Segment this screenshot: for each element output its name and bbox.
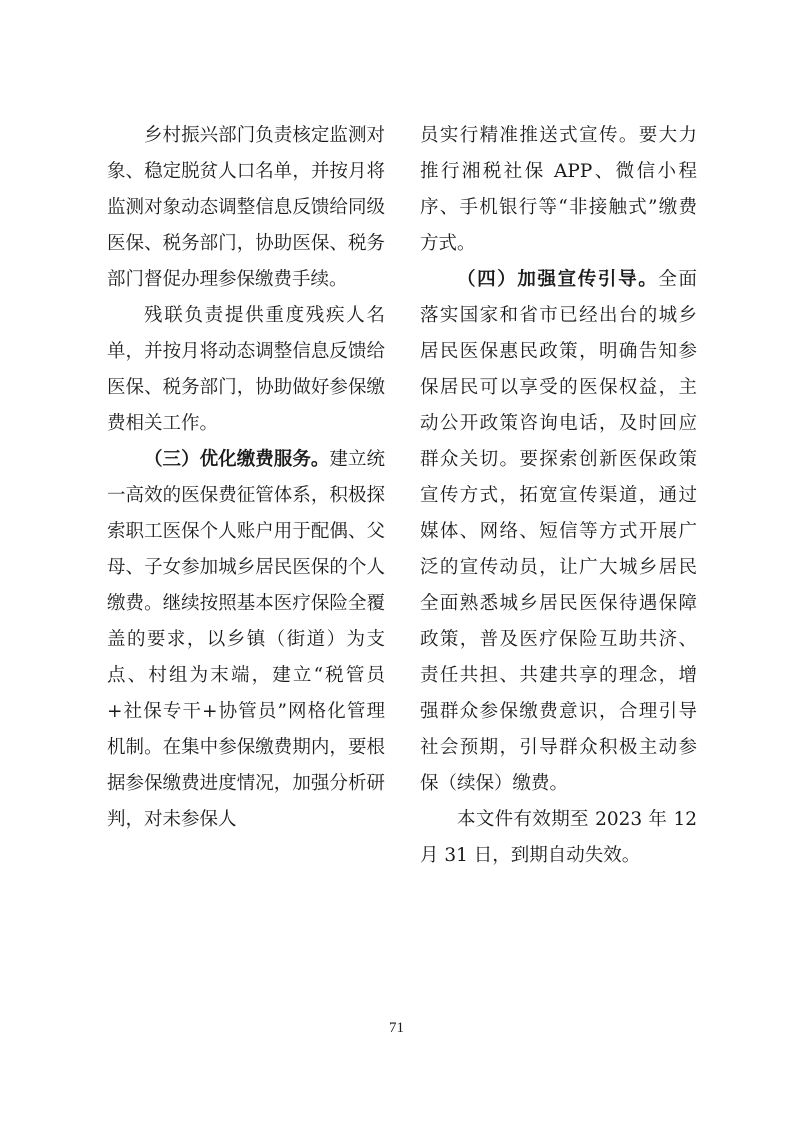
paragraph-continuation: 员实行精准推送式宣传。要大力推行湘税社保 APP、微信小程序、手机银行等“非接触式”缴费方式。 (420, 125, 697, 254)
paragraph-publicity (420, 262, 697, 802)
right-column (420, 118, 697, 874)
paragraph-optimize-payment (107, 442, 385, 838)
section-body-publicity: 全面落实国家和省市已经出台的城乡居民医保惠民政策，明确告知参保居民可以享受的医保权益，主动公开政策咨询电话，及时回应群众关切。要探索创新医保政策宣传方式，拓宽宣传渠道，通过媒体、网络、短信等方式开展广泛的宣传动员，让广大城乡居民全面熟悉城乡居民医保待遇保障政策，普及医疗保险互助共济、责任共担、共建共享的理念，增强群众参保缴费意识，合理引导社会预期，引导群众积极主动参保（续保）缴费。 (420, 269, 697, 794)
left-column (107, 118, 385, 838)
paragraph-validity: 本文件有效期至 2023 年 12 月 31 日，到期自动失效。 (420, 809, 697, 866)
page-number: 71 (389, 1020, 404, 1036)
section-heading-publicity: （四）加强宣传引导。 (457, 269, 659, 290)
section-body-optimize-payment: 建立统一高效的医保费征管体系，积极探索职工医保个人账户用于配偶、父母、子女参加城乡居民医保的个人缴费。继续按照基本医疗保险全覆盖的要求，以乡镇（街道）为支点、村组为末端，建立“税管员+社保专干+协管员”网格化管理机制。在集中参保缴费期内，要根据参保缴费进度情况，加强分析研判，对未参保人 (107, 449, 385, 830)
section-heading-optimize-payment: （三）优化缴费服务。 (144, 449, 330, 470)
paragraph-disabled-federation: 残联负责提供重度残疾人名单，并按月将动态调整信息反馈给医保、税务部门，协助做好参保缴费相关工作。 (107, 305, 385, 434)
paragraph-rural-revitalization: 乡村振兴部门负责核定监测对象、稳定脱贫人口名单，并按月将监测对象动态调整信息反馈给同级医保、税务部门，协助医保、税务部门督促办理参保缴费手续。 (107, 125, 385, 290)
